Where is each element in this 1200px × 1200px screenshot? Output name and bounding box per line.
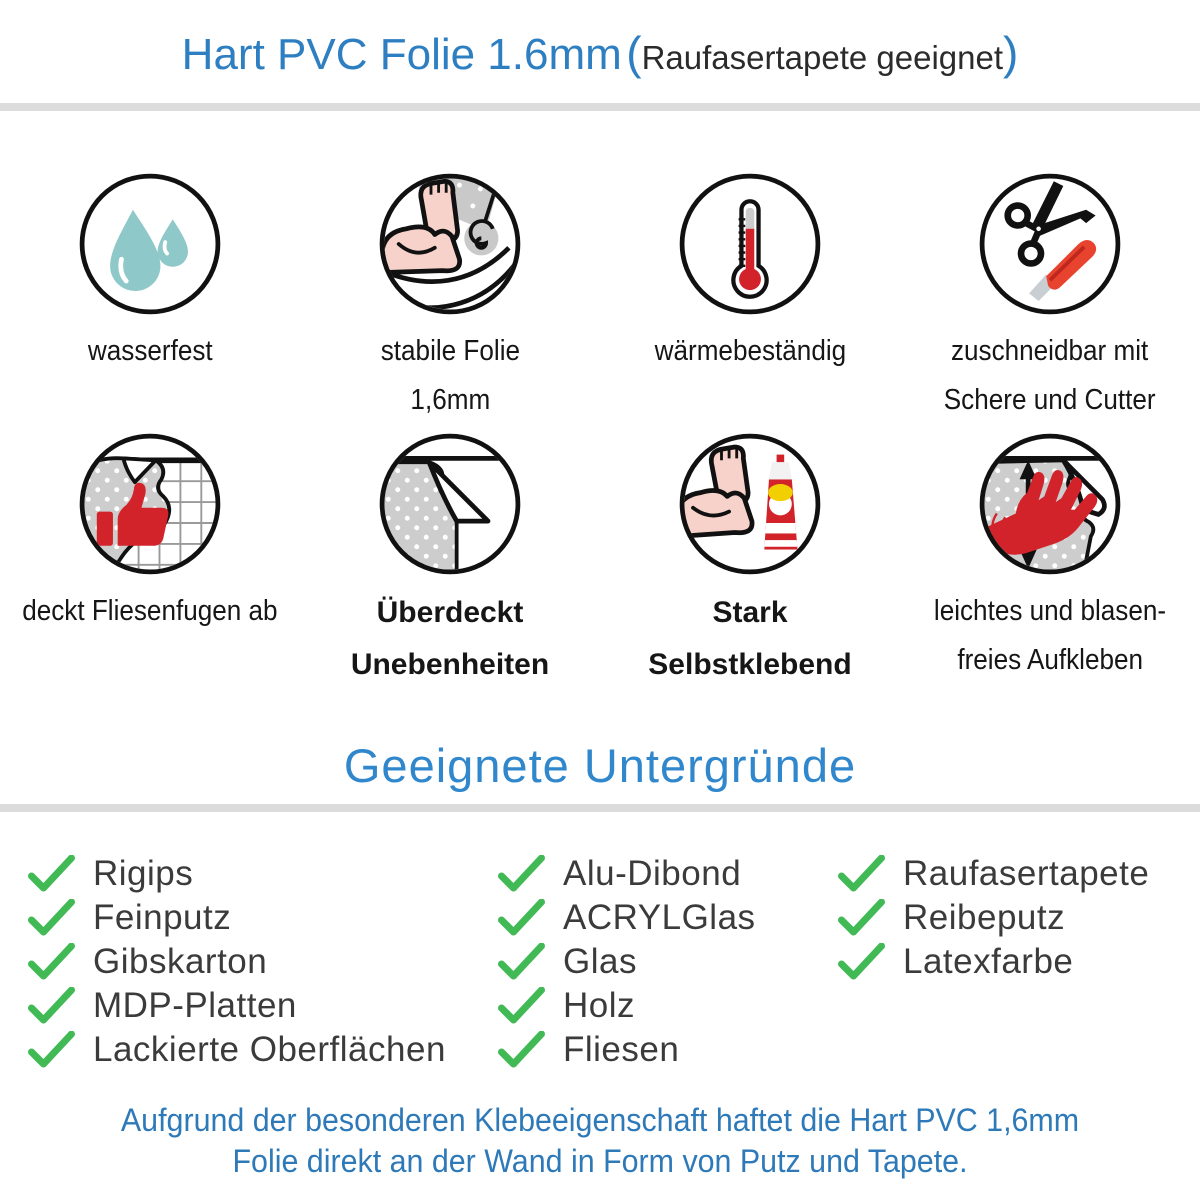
feature-label-line2: Schere und Cutter — [944, 384, 1156, 416]
surface-label: Rigips — [93, 854, 194, 893]
feature-label: zuschneidbar mit — [951, 335, 1149, 367]
check-icon — [498, 987, 545, 1025]
hand-smoothing-foil-icon — [974, 428, 1126, 580]
check-icon — [28, 1031, 75, 1069]
foil-fold-corner-icon — [374, 428, 526, 580]
feature-covers-unevenness — [300, 428, 600, 684]
feature-label-line2: Unebenheiten — [350, 648, 550, 681]
list-item — [498, 852, 756, 896]
feature-label: deckt Fliesenfugen ab — [22, 595, 278, 627]
title-open-paren: ( — [626, 27, 642, 79]
feature-label: wasserfest — [87, 335, 213, 367]
check-icon — [498, 899, 545, 937]
feature-label: leichtes und blasen- — [933, 595, 1167, 627]
check-icon — [498, 943, 545, 981]
check-icon — [498, 1031, 545, 1069]
thermometer-icon — [674, 168, 826, 320]
check-icon — [28, 987, 75, 1025]
check-icon — [838, 899, 885, 937]
flexed-arm-foil-roll-icon — [374, 168, 526, 320]
list-item — [498, 940, 756, 984]
feature-heat-resistant — [600, 168, 900, 418]
flexed-arm-glue-tube-icon — [674, 428, 826, 580]
surface-label: Lackierte Oberflächen — [93, 1030, 446, 1069]
page-title — [0, 26, 1200, 80]
list-item — [838, 852, 1149, 896]
feature-label: stabile Folie — [380, 335, 520, 367]
feature-label: Stark — [712, 596, 788, 629]
list-item — [498, 984, 756, 1028]
list-item — [28, 1028, 446, 1072]
feature-stable-foil — [300, 168, 600, 418]
surface-label: Feinputz — [93, 898, 232, 937]
surface-label: Latexfarbe — [903, 942, 1074, 981]
footer-line-1: Aufgrund der besonderen Klebeeigenschaft haftet die Hart PVC 1,6mm — [120, 1102, 1080, 1138]
surfaces-list — [0, 852, 1200, 1092]
check-icon — [28, 899, 75, 937]
surfaces-column-2 — [498, 852, 756, 1072]
surface-label: Gibskarton — [93, 942, 268, 981]
check-icon — [28, 855, 75, 893]
feature-label: wärmebeständig — [654, 335, 846, 367]
feature-label: Überdeckt — [376, 596, 524, 629]
list-item — [28, 896, 446, 940]
surfaces-heading: Geeignete Untergründe — [343, 739, 857, 792]
footer-line-2: Folie direkt an der Wand in Form von Putz und Tapete. — [232, 1143, 968, 1179]
surfaces-column-1 — [28, 852, 446, 1072]
check-icon — [498, 855, 545, 893]
list-item — [498, 896, 756, 940]
check-icon — [28, 943, 75, 981]
list-item — [28, 984, 446, 1028]
surface-label: MDP-Platten — [93, 986, 297, 1025]
list-item — [838, 896, 1149, 940]
surface-label: ACRYLGlas — [563, 898, 756, 937]
title-close-paren: ) — [1003, 27, 1019, 79]
feature-row-1 — [0, 168, 1200, 418]
title-subtitle: Raufasertapete geeignet — [641, 39, 1003, 76]
surface-label: Raufasertapete — [903, 854, 1150, 893]
feature-label-line2: freies Aufkleben — [957, 644, 1143, 676]
footer-note — [0, 1100, 1200, 1182]
feature-row-2 — [0, 428, 1200, 684]
surface-label: Fliesen — [563, 1030, 680, 1069]
list-item — [28, 852, 446, 896]
feature-waterproof — [0, 168, 300, 418]
divider-surfaces — [0, 804, 1200, 812]
feature-covers-tile-joints — [0, 428, 300, 684]
water-drops-icon — [74, 168, 226, 320]
title-main: Hart PVC Folie 1.6mm — [181, 30, 622, 79]
surface-label: Glas — [563, 942, 637, 981]
list-item — [28, 940, 446, 984]
feature-thickness-label: 1,6mm — [410, 384, 490, 416]
surface-label: Reibeputz — [903, 898, 1066, 937]
surfaces-column-3 — [838, 852, 1149, 984]
feature-bubble-free — [900, 428, 1200, 684]
feature-cuttable — [900, 168, 1200, 418]
scissors-and-cutter-icon — [974, 168, 1126, 320]
thumbs-up-tile-joints-icon — [74, 428, 226, 580]
surface-label: Alu-Dibond — [563, 854, 742, 893]
divider-top — [0, 103, 1200, 111]
feature-label-line2: Selbstklebend — [648, 648, 852, 681]
glue-tube — [760, 455, 804, 556]
check-icon — [838, 855, 885, 893]
list-item — [838, 940, 1149, 984]
list-item — [498, 1028, 756, 1072]
surface-label: Holz — [563, 986, 636, 1025]
check-icon — [838, 943, 885, 981]
feature-self-adhesive — [600, 428, 900, 684]
